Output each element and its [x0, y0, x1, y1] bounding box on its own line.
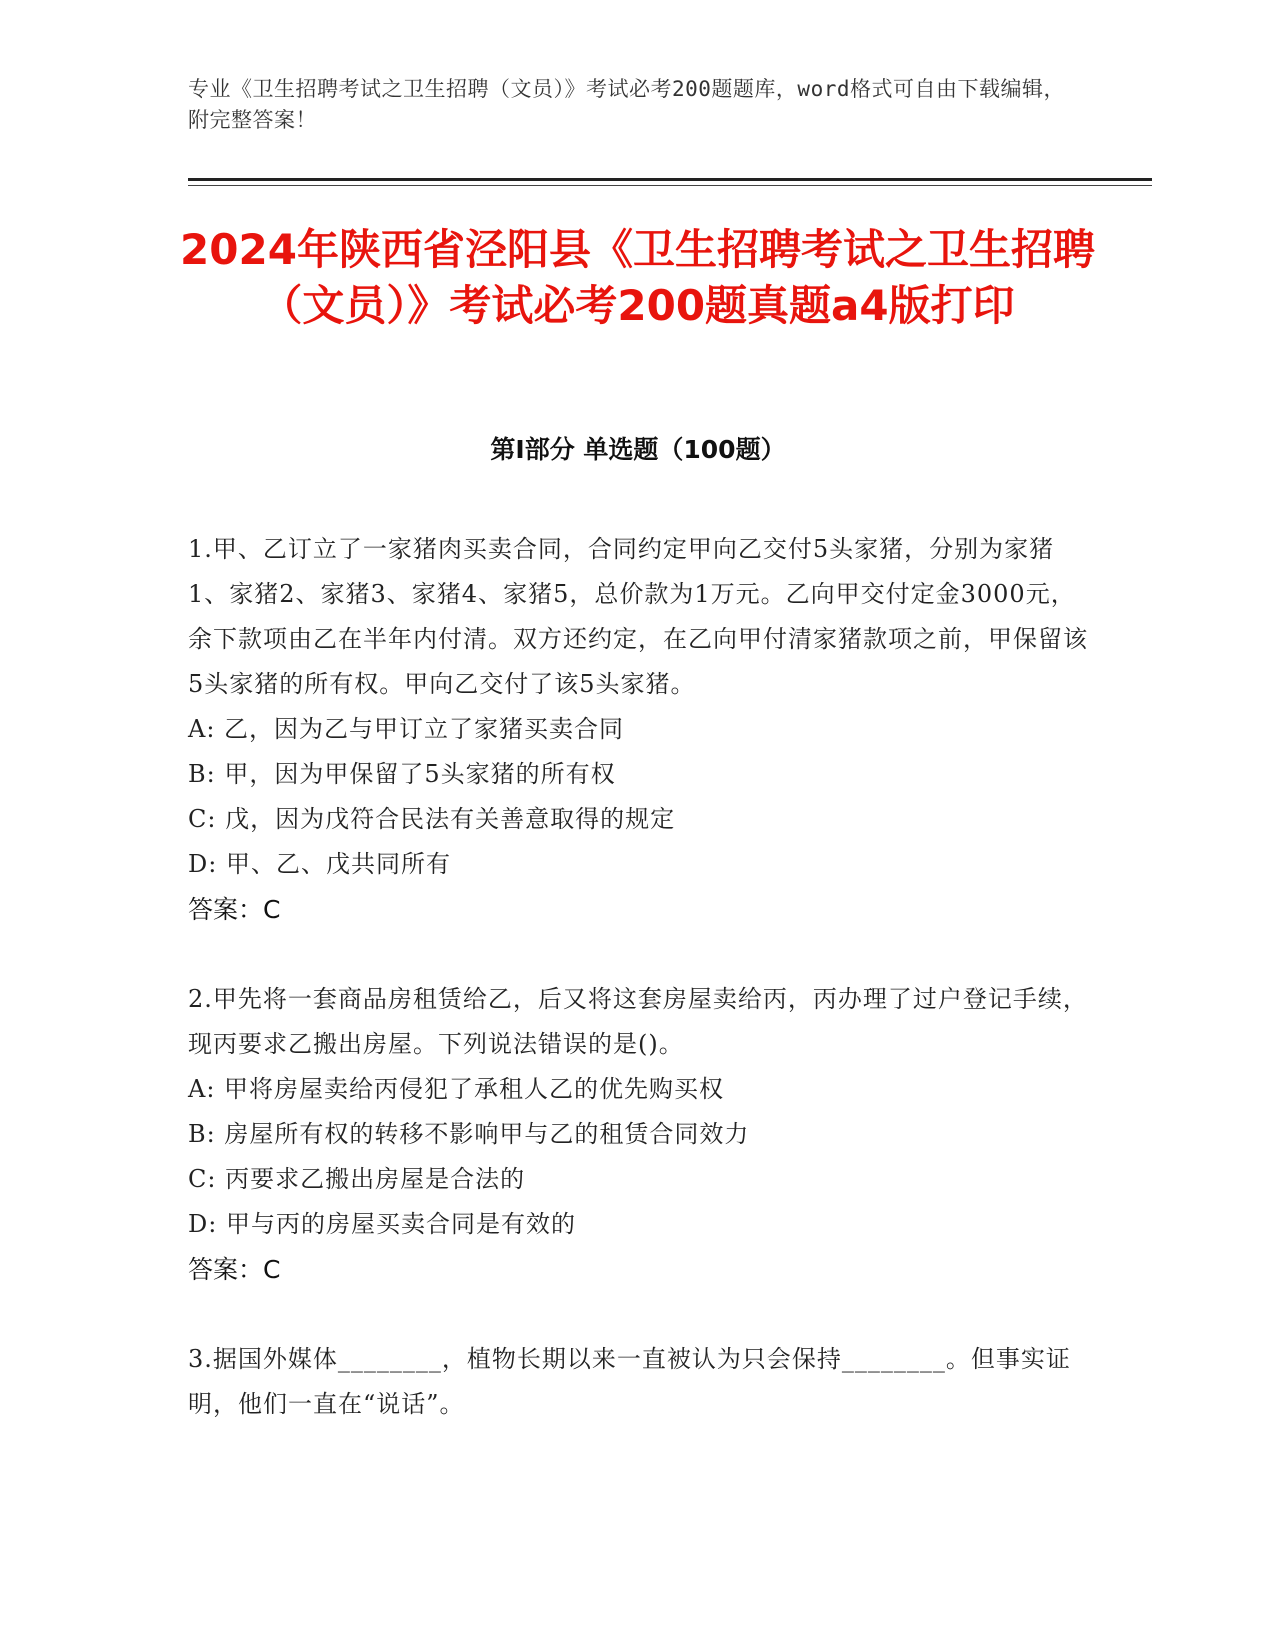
question-list: [188, 527, 1088, 1472]
option-d: D: 甲与丙的房屋买卖合同是有效的: [188, 1210, 576, 1238]
option-c: C: 丙要求乙搬出房屋是合法的: [188, 1165, 526, 1193]
question-stem: 2.甲先将一套商品房租赁给乙，后又将这套房屋卖给丙，丙办理了过户登记手续，现丙要求乙搬出房屋。下列说法错误的是()。: [188, 985, 1088, 1058]
option-a: A: 乙，因为乙与甲订立了家猪买卖合同: [188, 715, 625, 743]
header-divider-thin: [188, 185, 1152, 186]
option-a: A: 甲将房屋卖给丙侵犯了承租人乙的优先购买权: [188, 1075, 725, 1103]
question-3: [188, 1337, 1088, 1427]
option-d: D: 甲、乙、戊共同所有: [188, 850, 451, 878]
question-2: [188, 977, 1088, 1292]
option-c: C: 戊，因为戊符合民法有关善意取得的规定: [188, 805, 676, 833]
question-stem: 1.甲、乙订立了一家猪肉买卖合同，合同约定甲向乙交付5头家猪，分别为家猪1、家猪2、家猪3、家猪4、家猪5，总价款为1万元。乙向甲交付定金3000元，余下款项由乙在半年内付清。双方还约定，在乙向甲付清家猪款项之前，甲保留该5头家猪的所有权。甲向乙交付了该5头家猪。: [188, 535, 1088, 698]
document-title: 2024年陕西省泾阳县《卫生招聘考试之卫生招聘（文员）》考试必考200题真题a4版打印: [180, 225, 1095, 330]
answer: 答案：C: [188, 1255, 281, 1284]
question-stem: 3.据国外媒体________，植物长期以来一直被认为只会保持________。但事实证明，他们一直在“说话”。: [188, 1345, 1071, 1418]
question-1: [188, 527, 1088, 932]
option-b: B: 房屋所有权的转移不影响甲与乙的租赁合同效力: [188, 1120, 750, 1148]
header-divider-thick: [188, 178, 1152, 181]
header-note: 专业《卫生招聘考试之卫生招聘（文员）》考试必考200题题库，word格式可自由下载编辑，附完整答案！: [188, 77, 1065, 132]
section-title: 第I部分 单选题（100题）: [490, 435, 786, 464]
option-b: B: 甲，因为甲保留了5头家猪的所有权: [188, 760, 616, 788]
answer: 答案：C: [188, 895, 281, 924]
